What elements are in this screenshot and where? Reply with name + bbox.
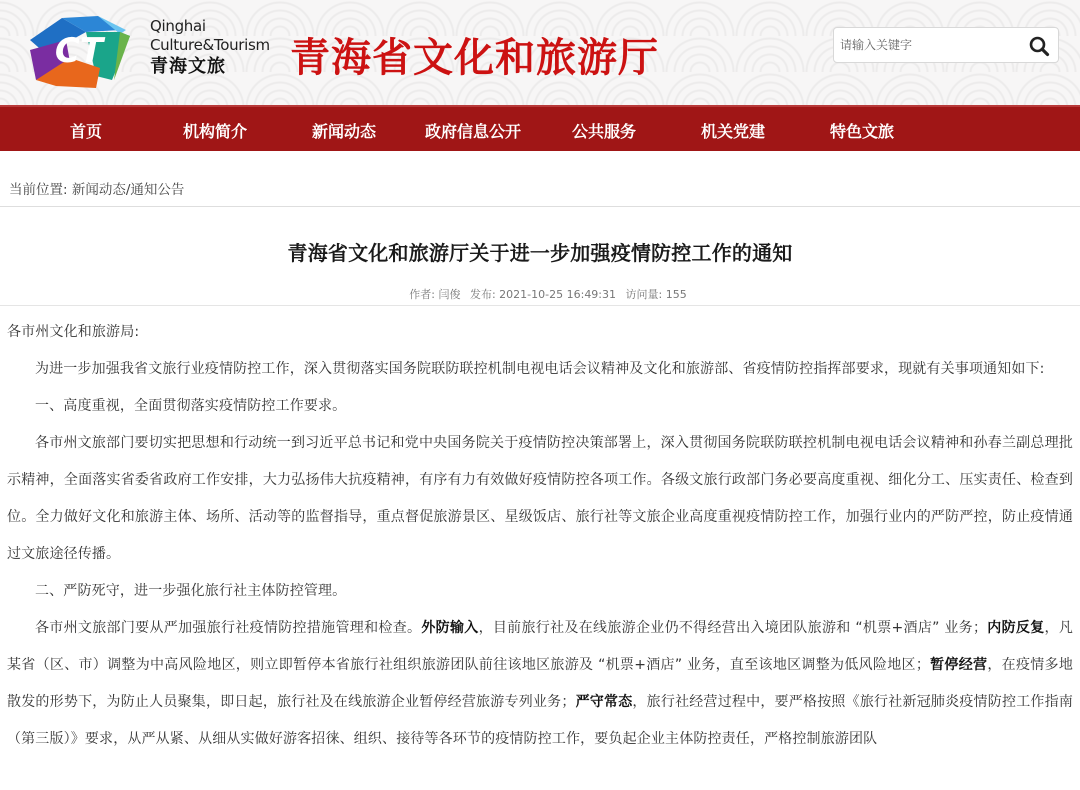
search-box xyxy=(833,27,1059,63)
article-author: 作者: 闫俊 xyxy=(409,288,461,301)
section2-heading: 二、严防死守，进一步强化旅行社主体防控管理。 xyxy=(35,583,347,599)
salutation: 各市州文化和旅游局: xyxy=(7,324,140,340)
main-nav xyxy=(0,105,1080,151)
nav-item-featured-tourism[interactable]: 特色文旅 xyxy=(830,122,895,141)
bold-phrase: 外防输入 xyxy=(421,620,479,636)
logo-text xyxy=(150,17,270,79)
site-title[interactable]: 青海省文化和旅游厅 xyxy=(290,35,659,81)
article-meta xyxy=(0,286,1080,306)
logo-en-line2: Culture&Tourism xyxy=(150,36,270,54)
nav-item-public-service[interactable]: 公共服务 xyxy=(572,122,637,141)
section1-heading: 一、高度重视，全面贯彻落实疫情防控工作要求。 xyxy=(35,398,347,414)
svg-text:CT: CT xyxy=(54,31,104,71)
article-title: 青海省文化和旅游厅关于进一步加强疫情防控工作的通知 xyxy=(287,241,793,265)
article-published: 发布: 2021-10-25 16:49:31 xyxy=(469,288,617,301)
nav-item-news[interactable]: 新闻动态 xyxy=(312,122,377,141)
article xyxy=(0,237,1080,758)
text-run: ，旅行社经营过程中，要严格按照《旅行社新冠肺炎疫情防控工作指南（第三版）》要求，从严从紧、从细从实做好游客招徕、组织、接待等各环节的疫情防控工作，要负起企业主体防控责任，严格控制旅游团队 xyxy=(7,694,1073,747)
breadcrumb xyxy=(0,151,1080,207)
article-views: 访问量: 155 xyxy=(625,288,687,301)
text-run: ，凡某省（区、市）调整为中高风险地区，则立即暂停本省旅行社组织旅游团队前往该地区旅游及 “机票+酒店” 业务，直至该地区调整为低风险地区； xyxy=(7,620,1073,673)
nav-item-gov-info[interactable]: 政府信息公开 xyxy=(425,122,522,141)
article-body xyxy=(0,306,1080,758)
bold-phrase: 严守常态 xyxy=(575,694,633,710)
section1-body: 各市州文旅部门要切实把思想和行动统一到习近平总书记和党中央国务院关于疫情防控决策部署上，深入贯彻国务院联防联控机制电视电话会议精神和孙春兰副总理批示精神，全面落实省委省政府工作安排，大力弘扬伟大抗疫精神，有序有力有效做好疫情防控各项工作。各级文旅行政部门务必要高度重视、细化分工、压实责任、检查到位。全力做好文化和旅游主体、场所、活动等的监督指导，重点督促旅游景区、星级饭店、旅行社等文旅企业高度重视疫情防控工作，加强行业内的严防严控，防止疫情通过文旅途径传播。 xyxy=(7,435,1073,562)
nav-item-about[interactable]: 机构简介 xyxy=(183,122,248,141)
site-header xyxy=(0,0,1080,105)
intro-paragraph: 为进一步加强我省文旅行业疫情防控工作，深入贯彻落实国务院联防联控机制电视电话会议精神及文化和旅游部、省疫情防控指挥部要求，现就有关事项通知如下: xyxy=(35,361,1045,377)
logo-cn: 青海文旅 xyxy=(150,56,226,77)
search-input[interactable] xyxy=(834,30,1014,60)
nav-item-party-building[interactable]: 机关党建 xyxy=(701,122,766,141)
text-run: 各市州文旅部门要从严加强旅行社疫情防控措施管理和检查。 xyxy=(35,620,422,636)
logo-icon[interactable] xyxy=(26,10,132,90)
bold-phrase: 内防反复 xyxy=(987,620,1045,636)
text-run: ，目前旅行社及在线旅游企业仍不得经营出入境团队旅游和 “机票+酒店” 业务； xyxy=(478,620,988,636)
text-run: ，在疫情多地散发的形势下，为防止人员聚集，即日起，旅行社及在线旅游企业暂停经营旅游专列业务； xyxy=(7,657,1073,710)
search-icon[interactable] xyxy=(1028,35,1050,57)
breadcrumb-prefix: 当前位置: xyxy=(9,182,68,198)
bold-phrase: 暂停经营 xyxy=(929,657,988,673)
logo-en-line1: Qinghai xyxy=(150,17,206,35)
breadcrumb-path[interactable]: 新闻动态/通知公告 xyxy=(71,182,185,198)
section2-body xyxy=(7,610,1073,758)
nav-item-home[interactable]: 首页 xyxy=(70,122,103,141)
